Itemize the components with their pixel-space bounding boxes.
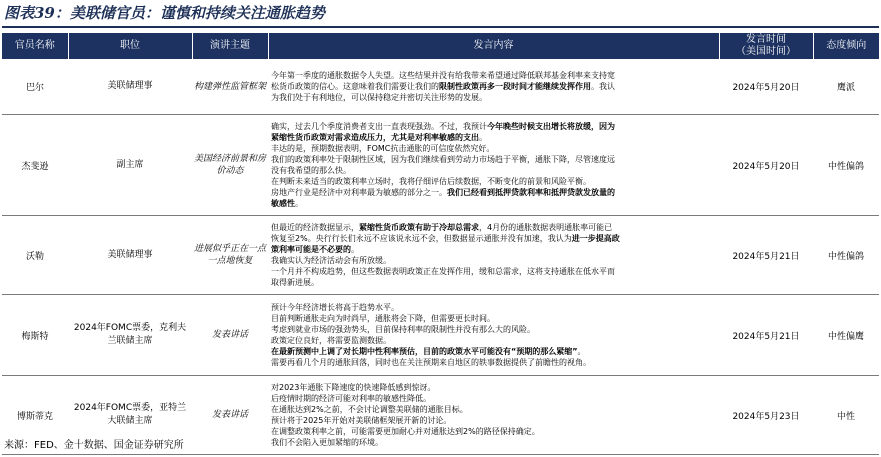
content-line [271,198,716,209]
speech-content [268,59,719,115]
official-name: 杰斐逊 [2,115,68,216]
content-line [271,165,716,176]
official-name: 梅斯特 [2,295,68,376]
header-stance: 态度倾向 [813,33,879,59]
content-emphasis: 限制性政策再多一段时间才能继续发挥作用 [439,82,591,91]
content-text: 对2023年通胀下降速度的快速降低感到惊讶。 [271,383,436,392]
content-text: 我确实认为经济活动会有所放缓。 [271,256,391,265]
header-official-name: 官员名称 [2,33,68,59]
content-text: 但最近的经济数据显示， [271,223,359,232]
header-topic: 演讲主题 [192,33,268,59]
content-line [271,426,716,437]
content-line [271,437,716,448]
content-text: 政策定位良好，将需要监测数据。 [271,336,391,345]
source-note: 来源：FED、金十数据、国金证券研究所 [4,440,184,451]
speech-topic: 发表讲话 [192,295,268,376]
content-emphasis: 在最新预测中上调了对长期中性利率预估，目前的政策水平可能没有“预期的那么紧缩” [271,347,578,356]
content-line [271,222,716,233]
official-position: 2024年FOMC票委，亚特兰大联储主席 [68,376,192,455]
speech-date: 2024年5月20日 [719,59,813,115]
speech-content [268,295,719,376]
content-emphasis: 策利率可能是不必要的 [271,245,351,254]
content-line [271,393,716,404]
speech-date: 2024年5月20日 [719,115,813,216]
content-line [271,187,716,198]
speech-topic: 构建弹性监管框架 [192,59,268,115]
content-line [271,244,716,255]
content-text: 我们不会陷入更加紧缩的环境。 [271,438,383,447]
content-emphasis: 进一步提高政 [571,234,620,243]
content-emphasis: 今年晚些时候支出增长将放缓，因为 [487,122,615,131]
content-line [271,143,716,154]
content-text: 。 [577,347,586,356]
content-line [271,346,716,357]
content-line [271,357,716,368]
content-text: 我们的政策利率处于限制性区域，因为我们继续看到劳动力市场趋于平衡，通胀下降，尽管速度远 [271,155,615,164]
content-emphasis: 紧缩性货币政策对需求造成压力，尤其是对利率敏感的支出 [271,133,479,142]
header-time: 发言时间 （美国时间） [719,33,813,59]
official-name: 沃勒 [2,216,68,295]
content-text: 考虑到就业市场的强劲势头，目前保持利率的限制性并没有那么大的风险。 [271,325,535,334]
content-text: 房地产行业是经济中对利率最为敏感的部分之一。 [271,188,447,197]
table-row [2,115,879,216]
content-text: 今年第一季度的通胀数据令人失望。这些结果并没有给我带来希望通过降低联邦基金利率来支持宽 [271,71,615,80]
content-text: 目前判断通胀走向为时尚早，通胀将会下降，但需要更长时间。 [271,314,495,323]
content-text: 丰达的是，预期数据表明，FOMC抗击通胀的可信度依然究好。 [271,144,495,153]
stance: 中性偏鸽 [813,216,879,295]
stance: 中性 [813,376,879,455]
content-text: 在通胀达到2%之前，不会讨论调整美联储的通胀目标。 [271,405,468,414]
speech-date: 2024年5月21日 [719,295,813,376]
content-text: 取得新进展。 [271,278,319,287]
content-text: 在调整政策利率之前，可能需要更加耐心并对通胀达到2%的路径保持确定。 [271,427,540,436]
speech-topic: 发表讲话 [192,376,268,455]
content-line [271,404,716,415]
speech-content [268,115,719,216]
table-row [2,216,879,295]
content-text: 预计将于2025年开始对美联储框架展开新的讨论。 [271,416,452,425]
content-text: 松货币政策的信心。这意味着我们需要让我们的 [271,82,439,91]
content-text: 确实，过去几个季度消费者支出一直表现强劲。不过，我预计 [271,122,487,131]
content-text: 。 [295,199,303,208]
stance: 鹰派 [813,59,879,115]
content-line [271,255,716,266]
content-text: ，4月份的通胀数据表明通胀率可能已 [479,223,613,232]
content-emphasis: 紧缩性货币政策有助于冷却总需求 [359,223,479,232]
speech-topic: 美国经济前景和房价动态 [192,115,268,216]
content-line [271,132,716,143]
content-line [271,415,716,426]
content-line [271,233,716,244]
figure-title: 图表39：美联储官员：谨慎和持续关注通胀趋势 [4,4,325,22]
stance: 中性偏鸽 [813,115,879,216]
header-content: 发言内容 [268,33,719,59]
content-emphasis: 我们已经看到抵押贷款利率和抵押贷款发放量的 [447,188,615,197]
speech-topic: 进展似乎正在一点一点地恢复 [192,216,268,295]
title-rule [2,26,879,28]
official-name: 博斯蒂克 [2,376,68,455]
content-line [271,266,716,277]
content-line [271,382,716,393]
content-line [271,121,716,132]
table-row [2,59,879,115]
content-text: 为我们处于有利地位，可以保持稳定并密切关注形势的发展。 [271,93,487,102]
official-position: 副主席 [68,115,192,216]
content-line [271,277,716,288]
content-line [271,70,716,81]
content-text: 。我认 [591,82,615,91]
content-line [271,81,716,92]
content-text: 在判断未来适当的政策利率立场时，我将仔细评估后续数据，不断变化的前景和风险平衡。 [271,177,591,186]
table-row [2,295,879,376]
stance: 中性偏鹰 [813,295,879,376]
speech-content [268,376,719,455]
content-line [271,313,716,324]
content-text: 后疫情时期的经济可能对利率的敏感性降低。 [271,394,431,403]
fed-officials-table [2,33,879,455]
content-line [271,154,716,165]
content-text: 。 [479,133,487,142]
content-text: 一个月并不构成趋势，但这些数据表明政策正在发挥作用，缓和总需求，这将支持通胀在低水平而 [271,267,615,276]
table-header-row [2,33,879,59]
speech-content [268,216,719,295]
content-text: 没有我希望的那么快。 [271,166,351,175]
content-text: 需要再看几个月的通胀回落，同时也在关注预期来自地区的轶事数据提供了前瞻性的视角。 [271,358,591,367]
content-emphasis: 敏感性 [271,199,295,208]
header-position: 职位 [68,33,192,59]
content-line [271,176,716,187]
content-text: 恢复至2%。央行行长们永远不应该说永远不会，但数据显示通胀并没有加速，我认为 [271,234,572,243]
content-text: 预计今年经济增长将高于趋势水平。 [271,303,399,312]
content-line [271,335,716,346]
official-position: 美联储理事 [68,216,192,295]
official-position: 2024年FOMC票委，克利夫兰联储主席 [68,295,192,376]
content-line [271,92,716,103]
official-name: 巴尔 [2,59,68,115]
content-text: 。 [351,245,359,254]
official-position: 美联储理事 [68,59,192,115]
content-line [271,302,716,313]
speech-date: 2024年5月21日 [719,216,813,295]
content-line [271,324,716,335]
speech-date: 2024年5月23日 [719,376,813,455]
